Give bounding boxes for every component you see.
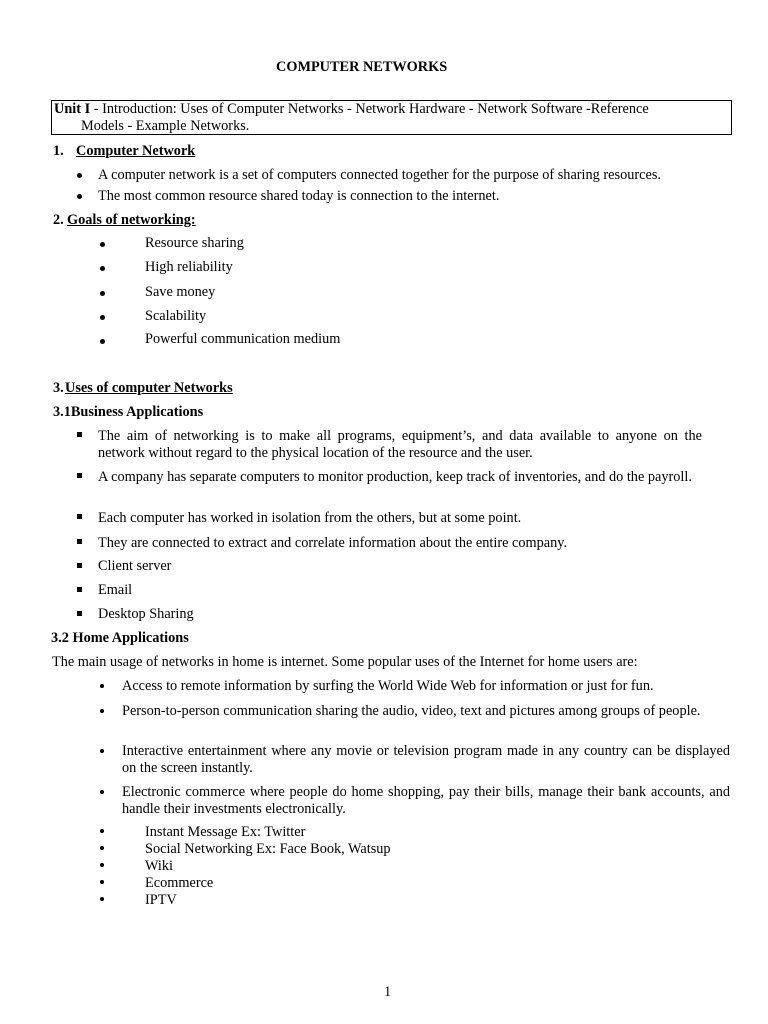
unit-text-line-1: - Introduction: Uses of Computer Networks - Network Hardware - Network Software -Reference [90, 101, 649, 117]
list-item: Social Networking Ex: Face Book, Watsup [145, 841, 391, 857]
section-2-number: 2. [53, 212, 64, 228]
unit-text-line-2: Models - Example Networks. [81, 118, 250, 134]
bullet-dot-icon [100, 242, 105, 247]
bullet-dot-icon [100, 291, 105, 296]
list-item: A computer network is a set of computers connected together for the purpose of sharing resources. [98, 167, 661, 183]
home-apps-intro: The main usage of networks in home is internet. Some popular uses of the Internet for home users are: [52, 654, 638, 670]
bullet-dot-icon [100, 897, 104, 901]
bullet-dot-icon [100, 829, 104, 833]
list-item: The aim of networking is to make all programs, equipment’s, and data available to anyone on the network without regard to the physical location of the resource and the user. [98, 428, 702, 461]
section-1-number: 1. [53, 143, 64, 159]
list-item: Person-to-person communication sharing the audio, video, text and pictures among groups of people. [122, 703, 701, 719]
page-number: 1 [384, 984, 392, 1000]
list-item: Client server [98, 558, 172, 574]
section-3-number: 3. [53, 380, 64, 396]
list-item: Desktop Sharing [98, 606, 194, 622]
section-1-heading: Computer Network [76, 143, 196, 159]
section-3-2-heading: 3.2 Home Applications [51, 630, 189, 646]
bullet-dot-icon [77, 194, 82, 199]
bullet-dot-icon [100, 749, 104, 753]
list-item: Scalability [145, 308, 207, 324]
bullet-square-icon [77, 473, 82, 478]
bullet-dot-icon [100, 266, 105, 271]
list-item: Access to remote information by surfing the World Wide Web for information or just for fun. [122, 678, 654, 694]
list-item: Each computer has worked in isolation from the others, but at some point. [98, 510, 522, 526]
bullet-dot-icon [77, 173, 82, 178]
bullet-dot-icon [100, 339, 105, 344]
bullet-square-icon [77, 432, 82, 437]
list-item: Electronic commerce where people do home shopping, pay their bills, manage their bank accounts, and handle their investments electronically. [122, 784, 730, 817]
bullet-square-icon [77, 611, 82, 616]
unit-label: Unit I [54, 101, 91, 117]
section-3-heading: Uses of computer Networks [65, 380, 233, 396]
list-item: Powerful communication medium [145, 331, 341, 347]
bullet-square-icon [77, 539, 82, 544]
list-item: Instant Message Ex: Twitter [145, 824, 306, 840]
bullet-dot-icon [100, 709, 104, 713]
bullet-dot-icon [100, 790, 104, 794]
bullet-dot-icon [100, 846, 104, 850]
list-item: IPTV [145, 892, 177, 908]
list-item: Save money [145, 284, 216, 300]
unit-line-1 [54, 101, 649, 118]
bullet-dot-icon [100, 315, 105, 320]
list-item: They are connected to extract and correlate information about the entire company. [98, 535, 568, 551]
bullet-dot-icon [100, 880, 104, 884]
bullet-square-icon [77, 563, 82, 568]
bullet-square-icon [77, 587, 82, 592]
bullet-square-icon [77, 514, 82, 519]
bullet-dot-icon [100, 863, 104, 867]
list-item: Interactive entertainment where any movie or television program made in any country can be displayed on the screen instantly. [122, 743, 730, 776]
list-item: Ecommerce [145, 875, 214, 891]
list-item: Email [98, 582, 133, 598]
bullet-dot-icon [100, 684, 104, 688]
section-2-heading: Goals of networking: [67, 212, 196, 228]
list-item: A company has separate computers to monitor production, keep track of inventories, and do the payroll. [98, 469, 692, 485]
list-item: Wiki [145, 858, 174, 874]
list-item: The most common resource shared today is connection to the internet. [98, 188, 500, 204]
section-3-1-heading: 3.1Business Applications [53, 404, 204, 420]
list-item: High reliability [145, 259, 233, 275]
page-title: COMPUTER NETWORKS [276, 59, 448, 75]
list-item: Resource sharing [145, 235, 244, 251]
